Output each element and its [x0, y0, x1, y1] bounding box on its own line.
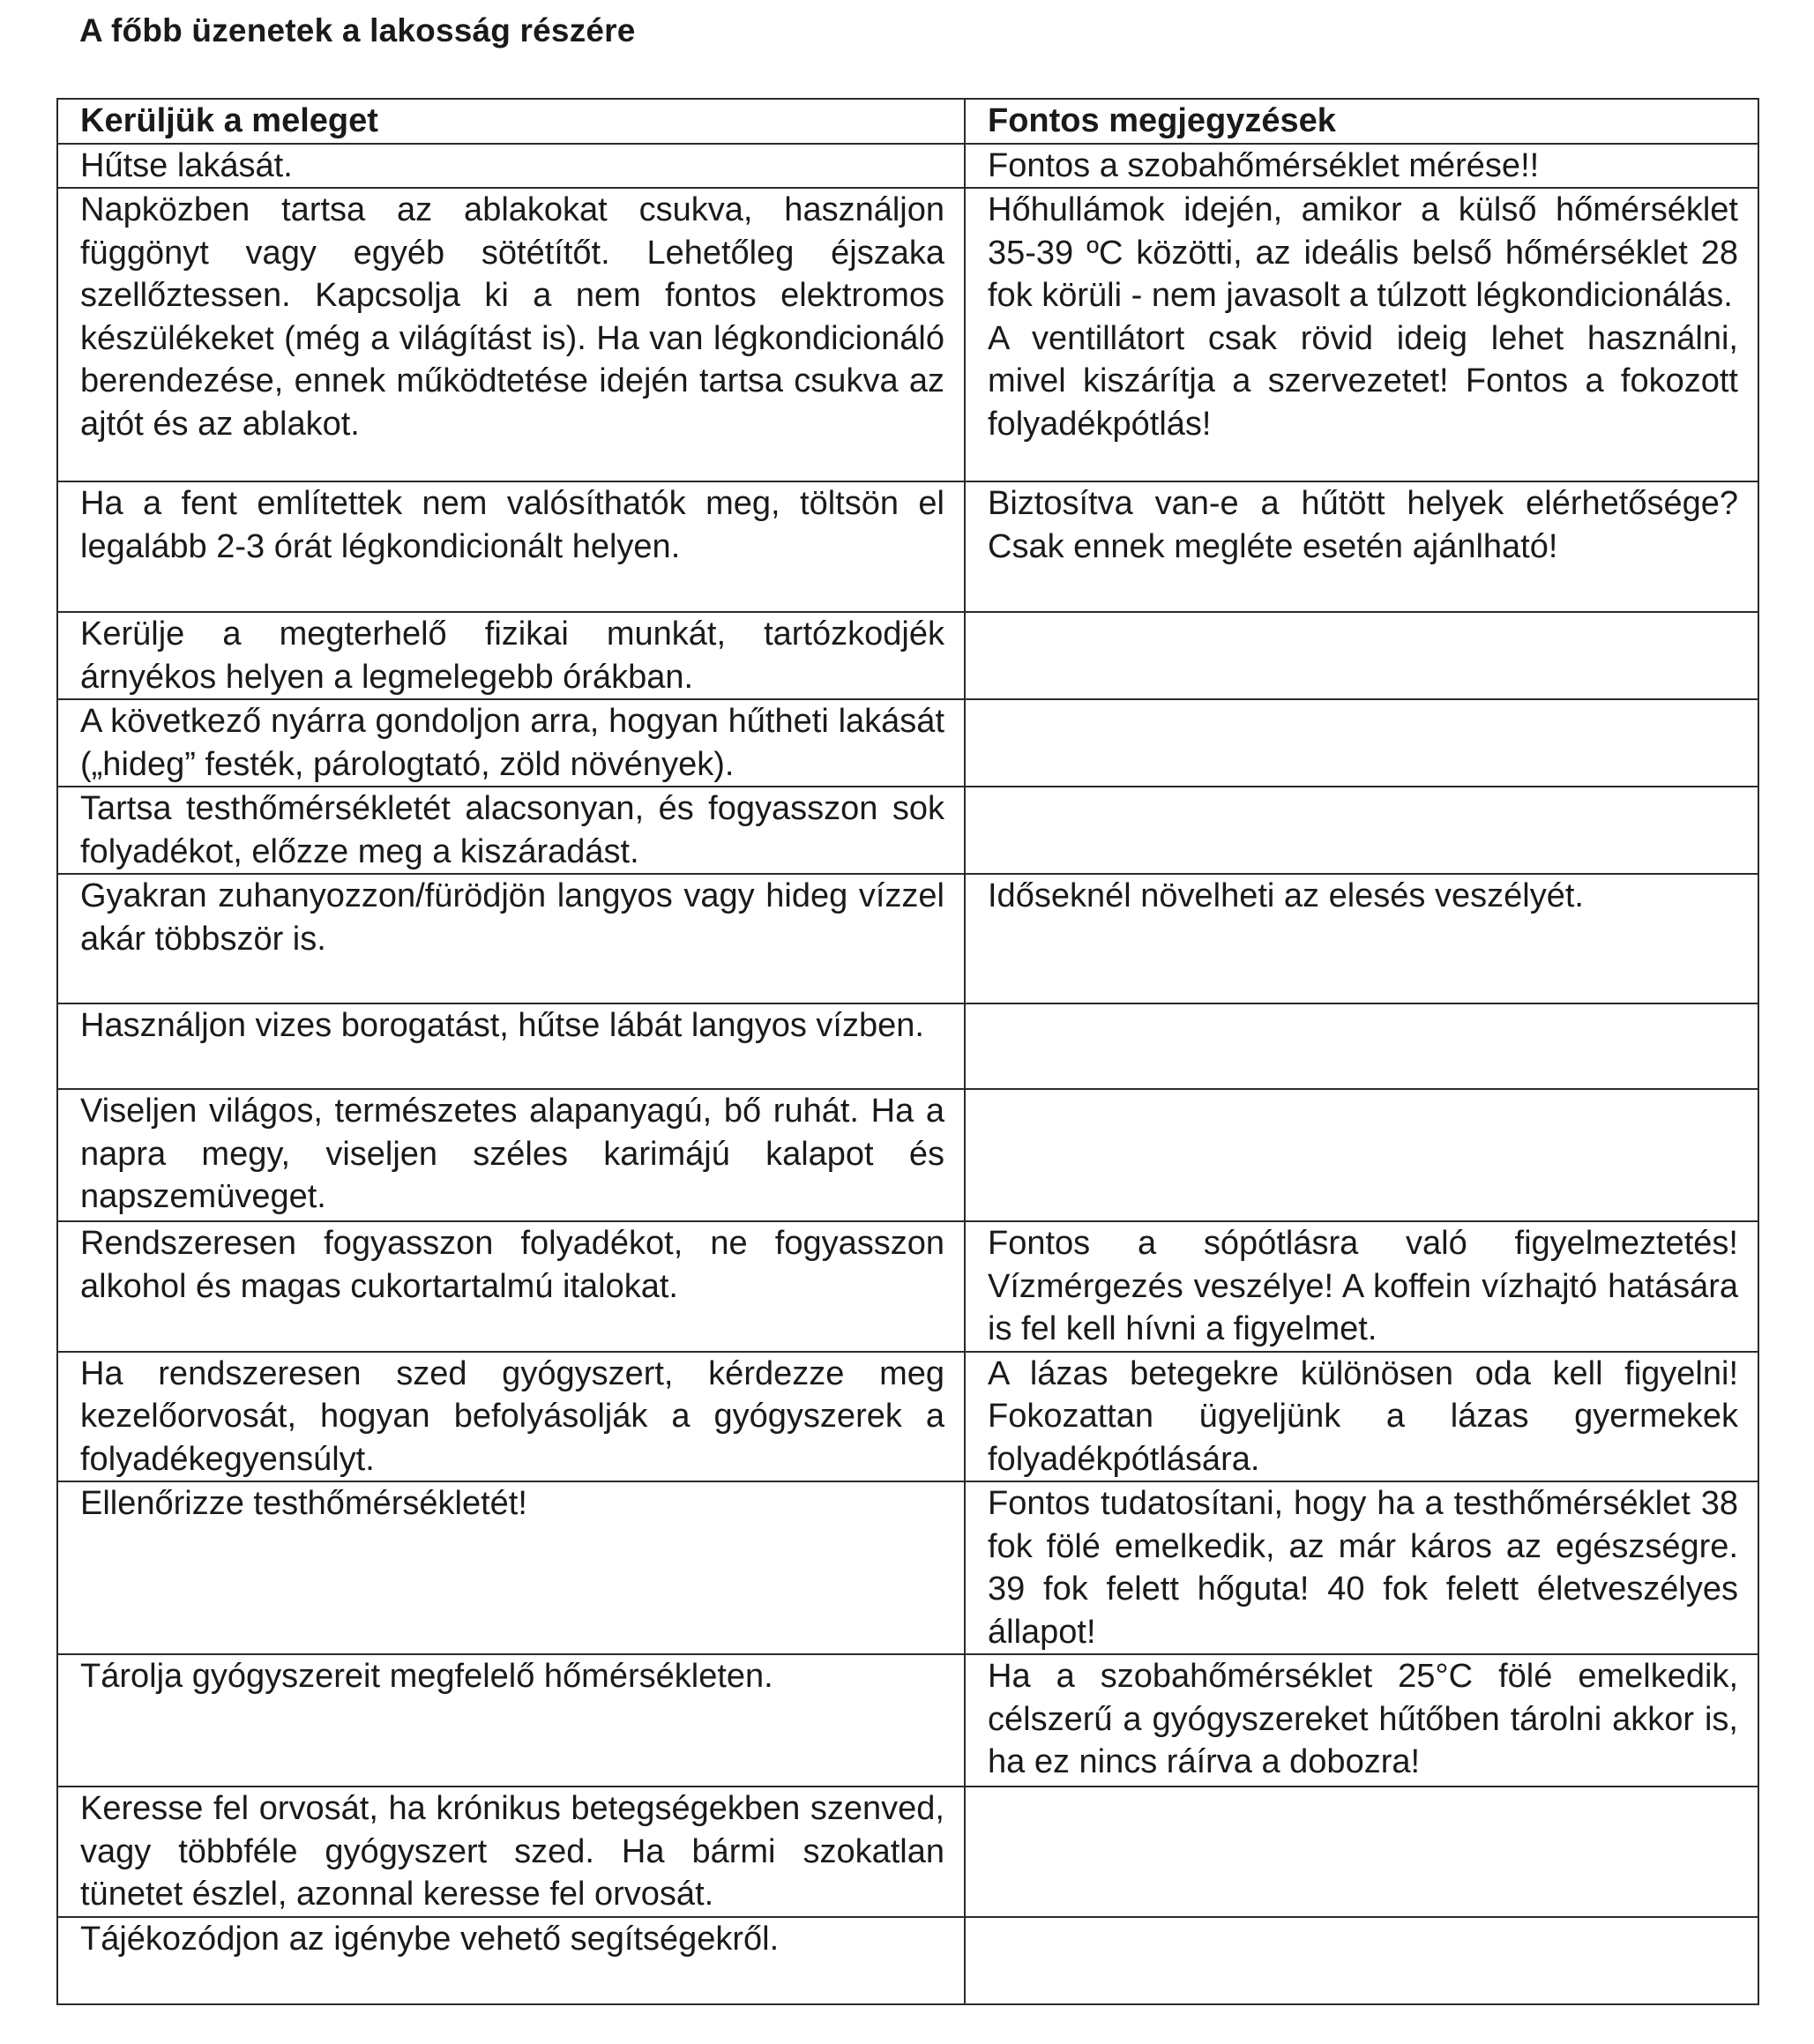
note-cell: Biztosítva van-e a hűtött helyek elérhetősége? Csak ennek megléte esetén ajánlható!	[965, 481, 1758, 612]
table-row	[57, 1481, 1758, 1654]
header-avoid-heat: Kerüljük a meleget	[57, 99, 965, 144]
table-row	[57, 1917, 1758, 2004]
table-header	[57, 99, 1758, 144]
table-row	[57, 481, 1758, 612]
table-row	[57, 144, 1758, 189]
advice-cell: Hűtse lakását.	[57, 144, 965, 189]
note-cell: A lázas betegekre különösen oda kell figyelni! Fokozattan ügyeljünk a lázas gyermekek folyadékpótlására.	[965, 1352, 1758, 1482]
note-cell: Ha a szobahőmérséklet 25°C fölé emelkedik, célszerű a gyógyszereket hűtőben tárolni akkor is, ha ez nincs ráírva a dobozra!	[965, 1654, 1758, 1787]
table-row	[57, 1003, 1758, 1089]
page-title: A főbb üzenetek a lakosság részére	[79, 12, 636, 48]
note-cell	[965, 1787, 1758, 1917]
advice-cell: Ellenőrizze testhőmérsékletét!	[57, 1481, 965, 1654]
advice-cell: Kerülje a megterhelő fizikai munkát, tartózkodjék árnyékos helyen a legmelegebb órákban.	[57, 612, 965, 699]
note-cell: Fontos tudatosítani, hogy ha a testhőmérséklet 38 fok fölé emelkedik, az már káros az egészségre. 39 fok felett hőguta! 40 fok felett életveszélyes állapot!	[965, 1481, 1758, 1654]
table-row	[57, 1089, 1758, 1221]
note-cell	[965, 612, 1758, 699]
note-cell	[965, 1003, 1758, 1089]
table-row	[57, 1787, 1758, 1917]
note-cell: Fontos a sópótlásra való figyelmeztetés! Vízmérgezés veszélye! A koffein vízhajtó hatására is fel kell hívni a figyelmet.	[965, 1221, 1758, 1352]
header-row	[57, 99, 1758, 144]
advice-cell: A következő nyárra gondoljon arra, hogyan hűtheti lakását („hideg” festék, párologtató, zöld növények).	[57, 699, 965, 787]
note-cell: Hőhullámok idején, amikor a külső hőmérséklet 35-39 ºC közötti, az ideális belső hőmérséklet 28 fok körüli - nem javasolt a túlzott légkondicionálás. A ventillátort csak rövid ideig lehet használni, mivel kiszárítja a szervezetet! Fontos a fokozott folyadékpótlás!	[965, 188, 1758, 481]
note-cell	[965, 1917, 1758, 2004]
note-cell: Időseknél növelheti az elesés veszélyét.	[965, 874, 1758, 1003]
advice-cell: Keresse fel orvosát, ha krónikus betegségekben szenved, vagy többféle gyógyszert szed. Ha bármi szokatlan tünetet észlel, azonnal keresse fel orvosát.	[57, 1787, 965, 1917]
advice-cell: Használjon vizes borogatást, hűtse lábát langyos vízben.	[57, 1003, 965, 1089]
note-cell	[965, 1089, 1758, 1221]
table-row	[57, 1352, 1758, 1482]
advice-cell: Viseljen világos, természetes alapanyagú, bő ruhát. Ha a napra megy, viseljen széles karimájú kalapot és napszemüveget.	[57, 1089, 965, 1221]
note-cell: Fontos a szobahőmérséklet mérése!!	[965, 144, 1758, 189]
advice-cell: Tartsa testhőmérsékletét alacsonyan, és fogyasszon sok folyadékot, előzze meg a kiszáradást.	[57, 787, 965, 874]
messages-table	[56, 98, 1759, 2005]
table-body	[57, 144, 1758, 2004]
advice-cell: Gyakran zuhanyozzon/fürödjön langyos vagy hideg vízzel akár többször is.	[57, 874, 965, 1003]
table-row	[57, 787, 1758, 874]
table-row	[57, 874, 1758, 1003]
table-row	[57, 1221, 1758, 1352]
table-row	[57, 188, 1758, 481]
advice-cell: Napközben tartsa az ablakokat csukva, használjon függönyt vagy egyéb sötétítőt. Lehetőleg éjszaka szellőztessen. Kapcsolja ki a nem fontos elektromos készülékeket (még a világítást is). Ha van légkondicionáló berendezése, ennek működtetése idején tartsa csukva az ajtót és az ablakot.	[57, 188, 965, 481]
advice-cell: Tájékozódjon az igénybe vehető segítségekről.	[57, 1917, 965, 2004]
table-row	[57, 1654, 1758, 1787]
table-row	[57, 612, 1758, 699]
advice-cell: Rendszeresen fogyasszon folyadékot, ne fogyasszon alkohol és magas cukortartalmú italokat.	[57, 1221, 965, 1352]
advice-cell: Tárolja gyógyszereit megfelelő hőmérsékleten.	[57, 1654, 965, 1787]
table-row	[57, 699, 1758, 787]
note-cell	[965, 787, 1758, 874]
advice-cell: Ha rendszeresen szed gyógyszert, kérdezze meg kezelőorvosát, hogyan befolyásolják a gyógyszerek a folyadékegyensúlyt.	[57, 1352, 965, 1482]
advice-cell: Ha a fent említettek nem valósíthatók meg, töltsön el legalább 2-3 órát légkondicionált helyen.	[57, 481, 965, 612]
note-cell	[965, 699, 1758, 787]
header-important-notes: Fontos megjegyzések	[965, 99, 1758, 144]
